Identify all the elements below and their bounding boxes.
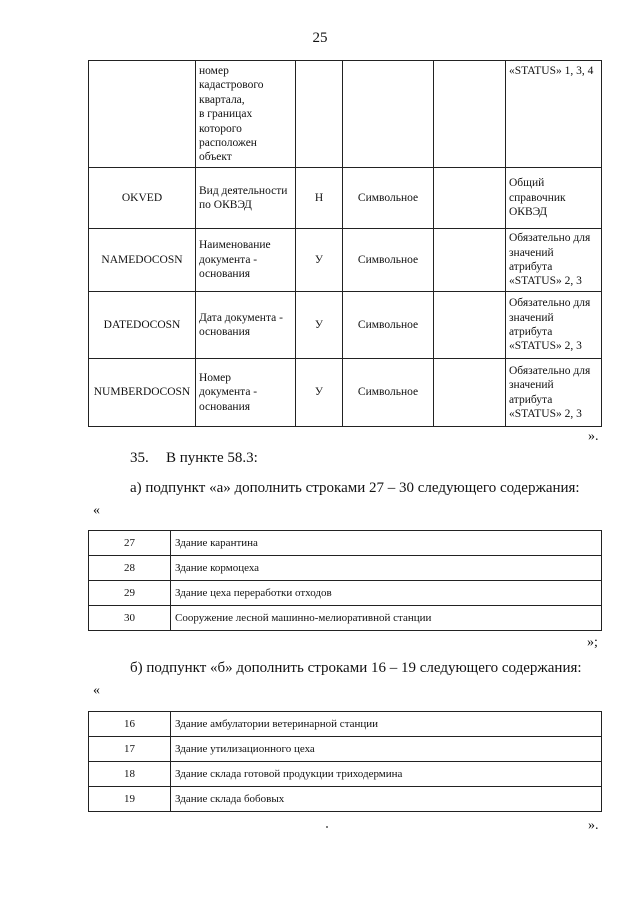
subitem-a-text: а) подпункт «а» дополнить строками 27 – 30 следующего содержания: [130, 480, 580, 496]
attribute-type: Символьное [343, 168, 434, 229]
attribute-name: NUMBERDOCOSN [89, 359, 196, 427]
attribute-table-close-quote: ». [588, 429, 599, 444]
row-number: 16 [89, 712, 171, 737]
attribute-description: Номер документа - основания [196, 359, 296, 427]
page-number: 25 [312, 30, 328, 46]
row-number: 29 [89, 581, 171, 606]
attribute-name: OKVED [89, 168, 196, 229]
attribute-format [434, 168, 506, 229]
attribute-format [434, 229, 506, 292]
row-number: 30 [89, 606, 171, 631]
attribute-type: Символьное [343, 359, 434, 427]
row-text: Здание кормоцеха [171, 556, 602, 581]
table-row [89, 581, 602, 606]
table-row [89, 737, 602, 762]
attribute-note: Общий справочник ОКВЭД [506, 168, 602, 229]
row-text: Здание цеха переработки отходов [171, 581, 602, 606]
attribute-description: Дата документа - основания [196, 292, 296, 359]
table-row [89, 61, 602, 168]
row-text: Здание утилизационного цеха [171, 737, 602, 762]
table-row [89, 531, 602, 556]
attribute-format [434, 359, 506, 427]
attribute-format [434, 292, 506, 359]
attribute-description: Вид деятельности по ОКВЭД [196, 168, 296, 229]
table-row [89, 606, 602, 631]
list-a-close-quote: »; [587, 635, 598, 650]
row-number: 18 [89, 762, 171, 787]
row-number: 27 [89, 531, 171, 556]
attribute-name: DATEDOCOSN [89, 292, 196, 359]
attribute-note: Обязательно для значений атрибута «STATUS» 2, 3 [506, 292, 602, 359]
attribute-requirement: У [296, 359, 343, 427]
table-row [89, 787, 602, 812]
row-text: Здание склада бобовых [171, 787, 602, 812]
attribute-requirement: У [296, 292, 343, 359]
table-row [89, 229, 602, 292]
table-row [89, 359, 602, 427]
row-text: Здание склада готовой продукции триходермина [171, 762, 602, 787]
table-row [89, 168, 602, 229]
attribute-description: Наименование документа - основания [196, 229, 296, 292]
attribute-requirement [296, 61, 343, 168]
list-a-table [88, 530, 602, 631]
table-row [89, 762, 602, 787]
attribute-requirement: У [296, 229, 343, 292]
attribute-format [434, 61, 506, 168]
subitem-b-text: б) подпункт «б» дополнить строками 16 – 19 следующего содержания: [130, 660, 582, 676]
item-35-text: В пункте 58.3: [166, 450, 258, 466]
row-text: Сооружение лесной машинно-мелиоративной станции [171, 606, 602, 631]
row-text: Здание карантина [171, 531, 602, 556]
attribute-name [89, 61, 196, 168]
item-35-number: 35. [130, 450, 149, 466]
attribute-table [88, 60, 602, 427]
attribute-name: NAMEDOCOSN [89, 229, 196, 292]
table-row [89, 712, 602, 737]
attribute-note: Обязательно для значений атрибута «STATUS» 2, 3 [506, 359, 602, 427]
attribute-note: Обязательно для значений атрибута «STATUS» 2, 3 [506, 229, 602, 292]
list-b-close-quote: ». [588, 818, 599, 833]
attribute-description: номер кадастрового квартала, в границах которого расположен объект [196, 61, 296, 168]
row-number: 17 [89, 737, 171, 762]
row-number: 28 [89, 556, 171, 581]
list-b-table [88, 711, 602, 812]
row-text: Здание амбулатории ветеринарной станции [171, 712, 602, 737]
table-row [89, 292, 602, 359]
row-number: 19 [89, 787, 171, 812]
attribute-note: «STATUS» 1, 3, 4 [506, 61, 602, 168]
list-b-open-quote: « [93, 683, 100, 698]
list-a-open-quote: « [93, 503, 100, 518]
attribute-type: Символьное [343, 229, 434, 292]
attribute-type [343, 61, 434, 168]
attribute-requirement: Н [296, 168, 343, 229]
table-row [89, 556, 602, 581]
attribute-type: Символьное [343, 292, 434, 359]
scan-speck [326, 826, 328, 828]
